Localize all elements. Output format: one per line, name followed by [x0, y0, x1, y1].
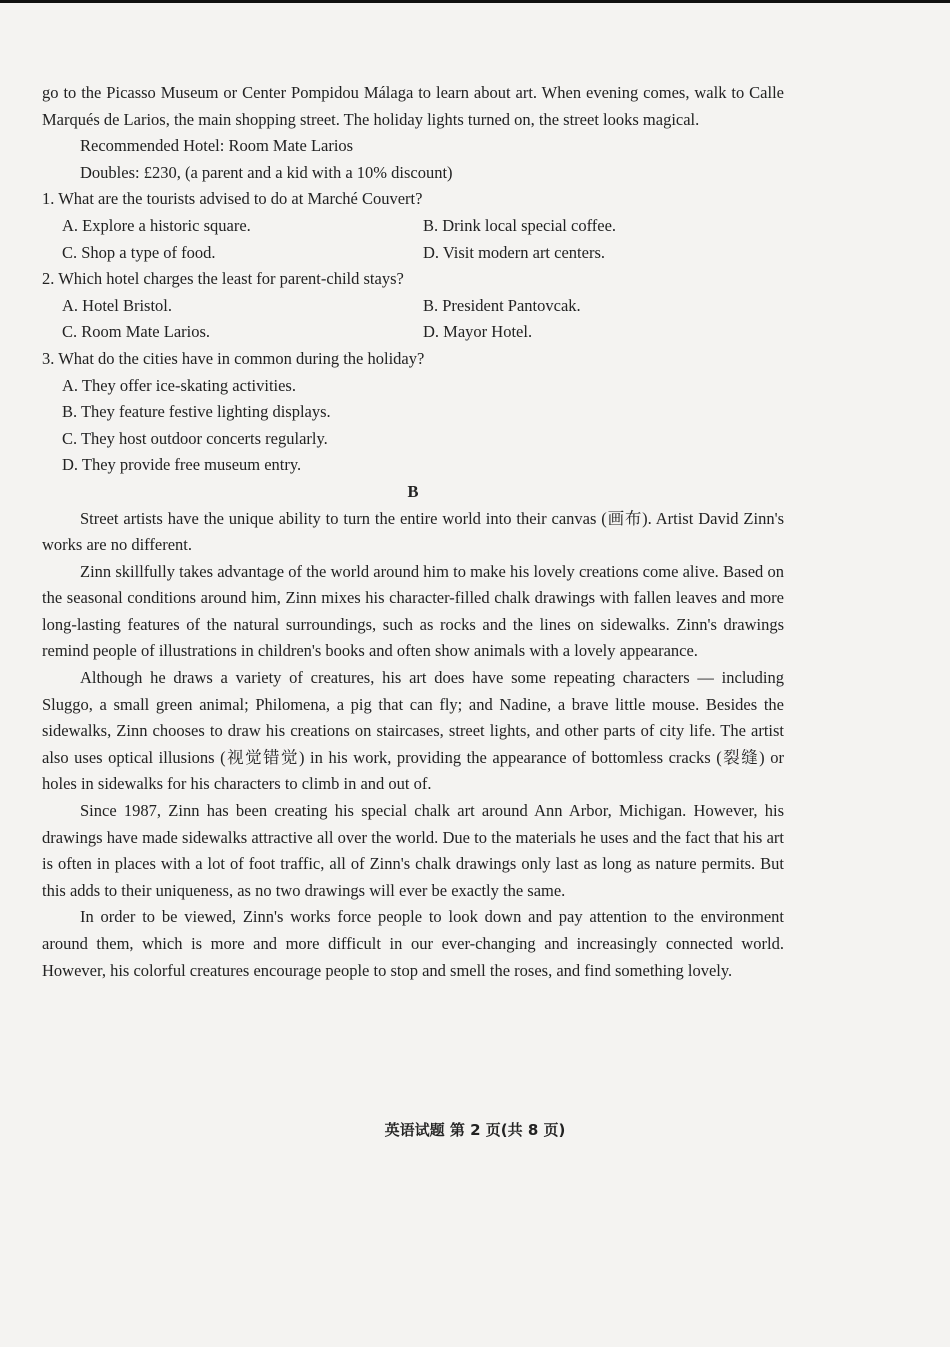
recommended-hotel: Recommended Hotel: Room Mate Larios [80, 136, 354, 156]
question-1-options-row-1 [42, 213, 784, 240]
passage-b-paragraph-1: Street artists have the unique ability to turn the entire world into their canvas (画布). Artist David Zinn's works are no different. [42, 508, 784, 555]
page-content [42, 80, 784, 984]
question-1-option-b: B. Drink local special coffee. [423, 215, 617, 235]
question-2-options-row-1 [42, 293, 784, 320]
question-3-option-d: D. They provide free museum entry. [62, 455, 302, 475]
question-3-stem: 3. What do the cities have in common during the holiday? [42, 348, 425, 368]
passage-b-paragraph-2: Zinn skillfully takes advantage of the world around him to make his lovely creations come alive. Based on the seasonal conditions around him, Zinn mixes his character-filled chalk drawings with fallen leaves and more long-lasting features of the natural surroundings, such as rocks and the lines on sidewalks. Zinn's drawings remind people of illustrations in children's books and often show animals with a lovely appearance. [42, 561, 784, 661]
question-1-option-d: D. Visit modern art centers. [423, 242, 605, 262]
question-2-stem: 2. Which hotel charges the least for parent-child stays? [42, 269, 404, 289]
question-3-option-a: A. They offer ice-skating activities. [62, 375, 296, 395]
question-2-options-row-2 [42, 319, 784, 346]
question-3-option-b: B. They feature festive lighting displays. [62, 402, 331, 422]
top-border [0, 0, 950, 3]
question-2-option-c: C. Room Mate Larios. [62, 322, 211, 342]
question-2-option-a: A. Hotel Bristol. [62, 295, 172, 315]
question-1-option-c: C. Shop a type of food. [62, 242, 216, 262]
question-1-stem: 1. What are the tourists advised to do at Marché Couvert? [42, 189, 423, 209]
passage-b-paragraph-3: Although he draws a variety of creatures, his art does have some repeating characters — including Sluggo, a small green animal; Philomena, a pig that can fly; and Nadine, a brave little mouse. Besides the sidewalks, Zinn chooses to draw his creations on staircases, street lights, and other parts of city life. The artist also uses optical illusions (视觉错觉) in his work, providing the appearance of bottomless cracks (裂缝) or holes in sidewalks for his characters to climb in and out of. [42, 668, 784, 794]
passage-b-paragraph-4: Since 1987, Zinn has been creating his special chalk art around Ann Arbor, Michigan. However, his drawings have made sidewalks attractive all over the world. Due to the materials he uses and the fact that his art is often in places with a lot of foot traffic, all of Zinn's chalk drawings only last as long as nature permits. But this adds to their uniqueness, as no two drawings will ever be exactly the same. [42, 801, 784, 900]
hotel-price: Doubles: £230, (a parent and a kid with a 10% discount) [80, 162, 453, 182]
question-1-options-row-2 [42, 240, 784, 267]
passage-b-title: B [407, 481, 419, 501]
page-footer: 英语试题 第 2 页(共 8 页) [384, 1121, 566, 1139]
question-2-option-d: D. Mayor Hotel. [423, 322, 533, 342]
passage-a-tail-paragraph: go to the Picasso Museum or Center Pompidou Málaga to learn about art. When evening comes, walk to Calle Marqués de Larios, the main shopping street. The holiday lights turned on, the street looks magical. [42, 83, 784, 129]
question-2-option-b: B. President Pantovcak. [423, 295, 581, 315]
question-1-option-a: A. Explore a historic square. [62, 215, 251, 235]
question-3-option-c: C. They host outdoor concerts regularly. [62, 428, 328, 448]
passage-b-paragraph-5: In order to be viewed, Zinn's works force people to look down and pay attention to the environment around them, which is more and more difficult in our ever-changing and increasingly connected world. However, his colorful creatures encourage people to stop and smell the roses, and find something lovely. [42, 907, 784, 980]
